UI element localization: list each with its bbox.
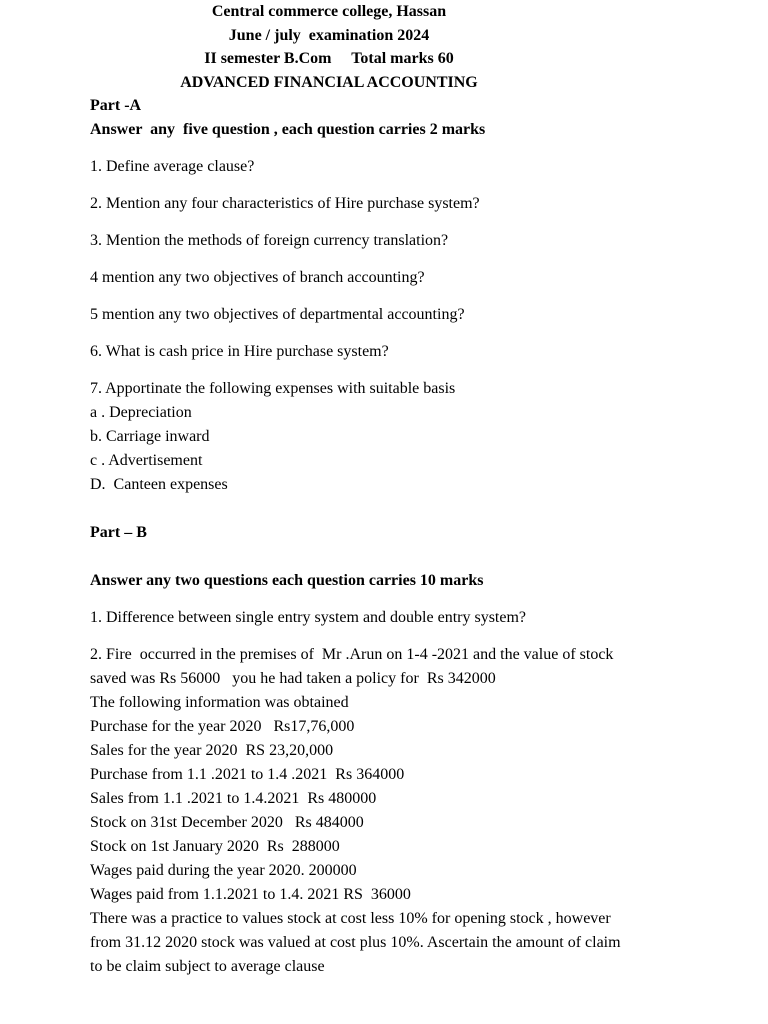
closing-line-2: from 31.12 2020 stock was valued at cost plus 10%. Ascertain the amount of claim xyxy=(90,934,621,951)
part-a-question-7: 7. Apportinate the following expenses with suitable basis xyxy=(90,380,456,397)
part-a-title: Part -A xyxy=(90,97,142,114)
part-b-instruction: Answer any two questions each question carries 10 marks xyxy=(90,572,484,589)
part-a-instruction: Answer any five question , each question carries 2 marks xyxy=(90,121,486,138)
exam-session: June / july examination 2024 xyxy=(228,26,430,44)
semester-marks: II semester B.Com Total marks 60 xyxy=(204,50,454,67)
info-stock-jan-2020: Stock on 1st January 2020 Rs 288000 xyxy=(90,838,340,855)
info-purchase-2021: Purchase from 1.1 .2021 to 1.4 .2021 Rs 364000 xyxy=(90,766,405,783)
part-a-sub-item-d: D. Canteen expenses xyxy=(90,476,228,493)
part-a-question-2: 2. Mention any four characteristics of Hire purchase system? xyxy=(90,195,480,212)
exam-header xyxy=(0,0,658,94)
info-purchase-2020: Purchase for the year 2020 Rs17,76,000 xyxy=(90,718,355,735)
info-sales-2020: Sales for the year 2020 RS 23,20,000 xyxy=(90,742,334,759)
info-sales-2021: Sales from 1.1 .2021 to 1.4.2021 Rs 480000 xyxy=(90,790,377,807)
info-wages-2021: Wages paid from 1.1.2021 to 1.4. 2021 RS 36000 xyxy=(90,886,411,903)
part-a-question-3: 3. Mention the methods of foreign currency translation? xyxy=(90,232,449,249)
info-stock-dec-2020: Stock on 31st December 2020 Rs 484000 xyxy=(90,814,364,831)
part-b-question-2-line-1: 2. Fire occurred in the premises of Mr .Arun on 1-4 -2021 and the value of stock xyxy=(90,646,614,663)
part-a-question-4: 4 mention any two objectives of branch accounting? xyxy=(90,269,425,286)
part-b-info-heading: The following information was obtained xyxy=(90,694,349,711)
part-a-sub-item-a: a . Depreciation xyxy=(90,404,192,421)
part-b-question-1: 1. Difference between single entry system and double entry system? xyxy=(90,609,527,626)
part-a-question-6: 6. What is cash price in Hire purchase system? xyxy=(90,343,389,360)
part-a-sub-item-c: c . Advertisement xyxy=(90,452,203,469)
part-b-question-2-line-2: saved was Rs 56000 you he had taken a policy for Rs 342000 xyxy=(90,670,496,687)
closing-line-3: to be claim subject to average clause xyxy=(90,958,325,975)
closing-line-1: There was a practice to values stock at cost less 10% for opening stock , however xyxy=(90,910,611,927)
part-b-title: Part – B xyxy=(90,524,147,541)
info-wages-2020: Wages paid during the year 2020. 200000 xyxy=(90,862,357,879)
part-a-question-1: 1. Define average clause? xyxy=(90,158,255,175)
exam-body xyxy=(90,94,710,979)
subject-title: ADVANCED FINANCIAL ACCOUNTING xyxy=(180,73,478,91)
part-a-sub-item-b: b. Carriage inward xyxy=(90,428,210,445)
college-name: Central commerce college, Hassan xyxy=(211,3,447,20)
part-a-question-5: 5 mention any two objectives of departmental accounting? xyxy=(90,306,465,323)
